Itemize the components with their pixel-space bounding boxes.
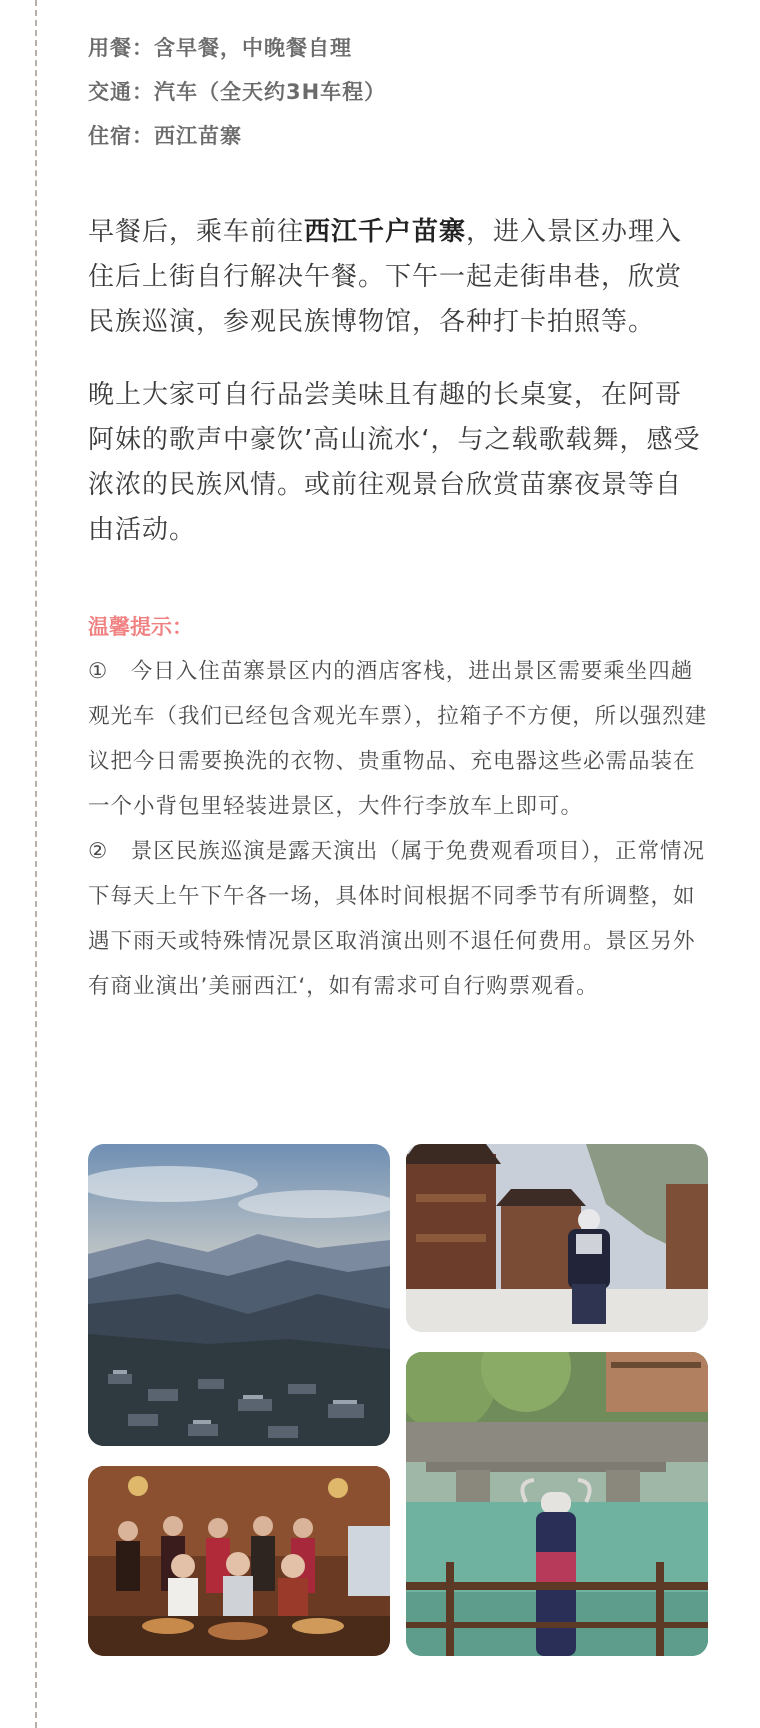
itinerary-paragraph-2: 晚上大家可自行品尝美味且有趣的长桌宴，在阿哥阿妹的歌声中豪饮’高山流水‘，与之载歌载舞，感受浓浓的民族风情。或前往观景台欣赏苗寨夜景等自由活动。 [88,380,701,545]
destination-highlight: 西江千户苗寨 [304,217,467,247]
itinerary-paragraph-1 [88,210,708,345]
timeline-dashed-line [35,0,37,1728]
lodging-info: 住宿：西江苗寨 [88,124,242,148]
tip-item-1: ① 今日入住苗寨景区内的酒店客栈，进出景区需要乘坐四趟观光车（我们已经包含观光车票），拉箱子不方便，所以强烈建议把今日需要换洗的衣物、贵重物品、充电器这些必需品装在一个小背包里轻装进景区，大件行李放车上即可。 [88,659,708,819]
riverside-bridge-photo[interactable] [406,1352,708,1656]
tip-item-2: ② 景区民族巡演是露天演出（属于免费观看项目），正常情况下每天上午下午各一场，具体时间根据不同季节有所调整，如遇下雨天或特殊情况景区取消演出则不退任何费用。景区另外有商业演出’美丽西江‘，如有需求可自行购票观看。 [88,839,706,999]
photo-gallery [88,1144,708,1656]
street-performer-photo[interactable] [406,1144,708,1332]
tips-title: 温馨提示： [88,615,193,639]
transport-info: 交通：汽车（全天约3H车程） [88,80,387,104]
day-meta [88,26,708,158]
itinerary-text: 早餐后，乘车前往 [88,217,305,247]
day-content [88,0,708,1009]
village-panorama-photo[interactable] [88,1144,390,1446]
banquet-group-photo[interactable] [88,1466,390,1656]
meals-info: 用餐：含早餐，中晚餐自理 [88,36,352,60]
itinerary-text: ，进入景区办理入住后上街自行解决午餐。下午一起走街串巷，欣赏民族巡演，参观民族博物馆，各种打卡拍照等。 [88,217,683,337]
